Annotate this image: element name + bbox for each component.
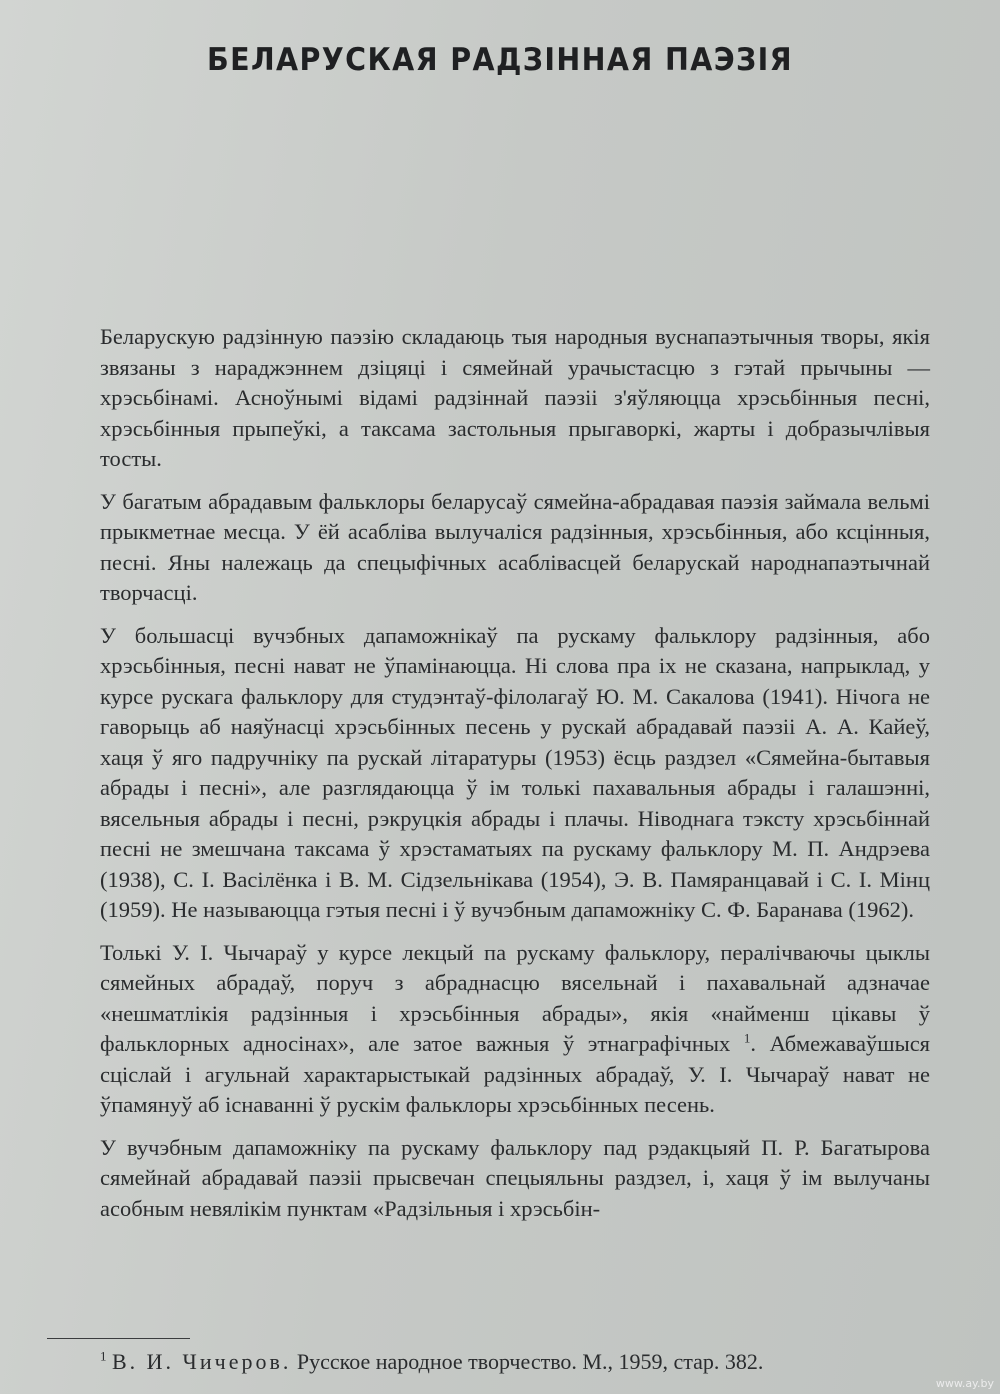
paragraph-4-text: Толькі У. І. Чычараў у курсе лекцый па рускаму фальклору, пералічваючы цыклы сямейных абрадаў, поруч з абраднасцю вясельнай і пахавальнай адзначае «нешматлікія радзінныя і хрэсьбінныя абрады», якія «найменш цікавы ў фальклорных адносінах», але затое важныя ў этнаграфічных — [100, 939, 930, 1056]
footnote-number: 1 — [100, 1348, 107, 1364]
paragraph-4: Толькі У. І. Чычараў у курсе лекцый па рускаму фальклору, пералічваючы цыклы сямейных абрадаў, поруч з абраднасцю вясельнай і пахавальнай адзначае «нешматлікія радзінныя і хрэсьбінныя абрады», якія «найменш цікавы ў фальклорных адносінах», але затое важныя ў этнаграфічных $^1$. Абмежаваўшыся сціслай і агульнай характарыстыкай радзінных абрадаў, У. І. Чычараў нават не ўпамянуў аб існаванні ў рускім фальклоры хрэсьбінных песень. — [100, 939, 931, 1117]
footnote — [100, 1348, 935, 1376]
footnote-text: Русское народное творчество. М., 1959, стар. 382. — [296, 1349, 764, 1374]
paragraph-4-continuation: Абмежаваўшыся сціслай і агульнай характарыстыкай радзінных абрадаў, У. І. Чычараў нават не ўпамянуў аб існаванні ў рускім фальклоры хрэсьбінных песень. — [100, 1031, 931, 1117]
paragraph-5: У вучэбным дапаможніку па рускаму фальклору пад рэдакцыяй П. Р. Багатырова сямейнай абрадавай паэзіі прысвечан спецыяльны раздзел, і, хаця ў ім вылучаны асобным невялікім пунктам «Радзільныя і хрэсьбін- — [100, 1134, 930, 1221]
footnote-author: В. И. Чичеров. — [112, 1349, 292, 1374]
page-title: БЕЛАРУСКАЯ РАДЗІННАЯ ПАЭЗІЯ — [206, 42, 793, 78]
footnote-reference: 1 — [743, 1030, 751, 1046]
paragraph-1: Беларускую радзінную паэзію складаюць тыя народныя вуснапаэтычныя творы, якія звязаны з нараджэннем дзіцяці і сямейнай урачыстасцю з гэтай прычыны — хрэсьбінамі. Асноўнымі відамі радзіннай паэзіі з'яўляюцца хрэсьбінныя песні, хрэсьбінныя прыпеўкі, а таксама застольныя прыгаворкі, жарты і добразычлівыя тосты. — [100, 324, 930, 471]
footnote-divider — [47, 1338, 190, 1339]
watermark: www.ay.by — [935, 1377, 994, 1390]
body-text — [100, 322, 930, 1236]
paragraph-2: У багатым абрадавым фальклоры беларусаў сямейна-абрадавая паэзія займала вельмі прыкметнае месца. У ёй асабліва вылучаліся радзінныя, хрэсьбінныя, або ксцінныя, песні. Яны належаць да спецыфічных асаблівасцей беларускай народнапаэтычнай творчасці. — [100, 488, 930, 605]
paragraph-3: У большасці вучэбных дапаможнікаў па рускаму фальклору радзінныя, або хрэсьбінныя, песні нават не ўпамінаюцца. Ні слова пра іх не сказана, напрыклад, у курсе рускага фальклору для студэнтаў-філолагаў Ю. М. Сакалова (1941). Нічога не гаворыць аб наяўнасці хрэсьбінных песень у рускай абрадавай паэзіі А. А. Кайеў, хаця ў яго падручніку па рускай літаратуры (1953) ёсць раздзел «Сямейна-бытавыя абрады і песні», але разглядаюцца ў ім толькі пахавальныя абрады і галашэнні, вясельныя абрады і песні, рэкруцкія абрады і плачы. Ніводнага тэксту хрэсьбіннай песні не змешчана таксама ў хрэстаматыях па рускаму фальклору М. П. Андрэева (1938), С. І. Васілёнка і В. М. Сідзельнікава (1954), Э. В. Памяранцавай і С. І. Мінц (1959). Не называюцца гэтыя песні і ў вучэбным дапаможніку С. Ф. Баранава (1962). — [100, 622, 930, 922]
